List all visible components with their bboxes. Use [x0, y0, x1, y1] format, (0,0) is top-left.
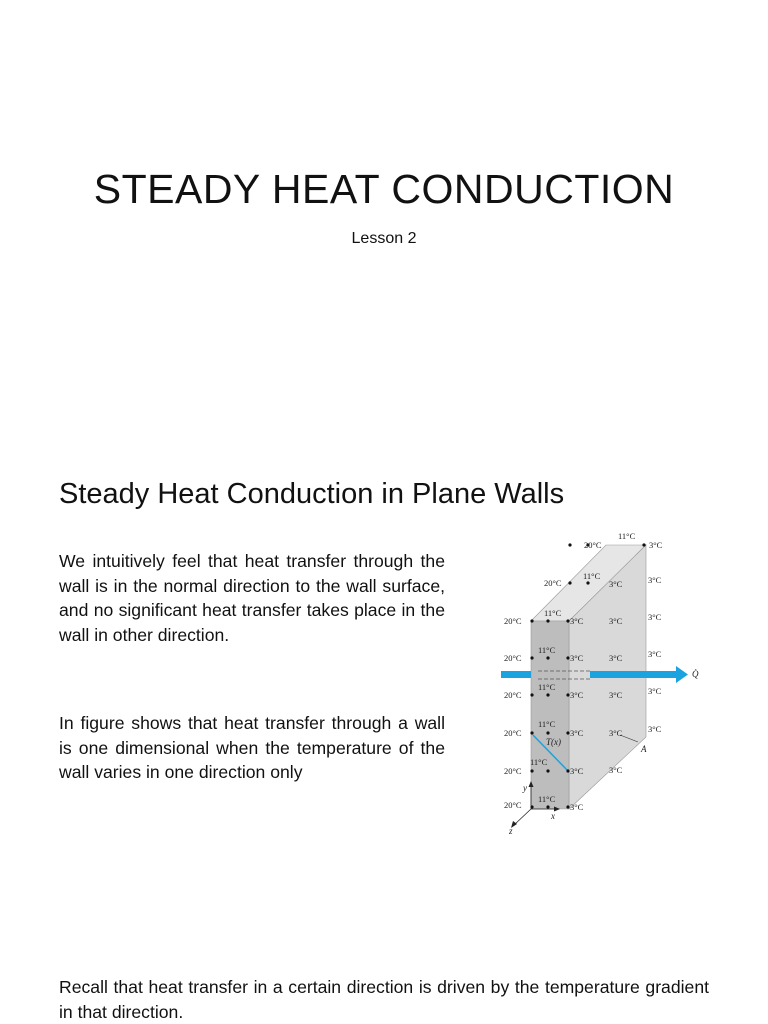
slide-title: STEADY HEAT CONDUCTION — [93, 166, 675, 212]
label-3c: 3°C — [609, 653, 623, 663]
label-3c: 3°C — [648, 724, 662, 734]
label-11c: 11°C — [538, 794, 556, 804]
label-3c: 3°C — [648, 649, 662, 659]
label-3c: 3°C — [570, 802, 584, 812]
label-3c: 3°C — [570, 653, 584, 663]
label-3c: 3°C — [570, 690, 584, 700]
axis-z-label: z — [509, 826, 513, 836]
label-3c: 3°C — [648, 686, 662, 696]
section-heading: Steady Heat Conduction in Plane Walls — [59, 478, 565, 510]
label-3c: 3°C — [609, 728, 623, 738]
label-3c: 3°C — [648, 575, 662, 585]
label-3c: 3°C — [570, 766, 584, 776]
label-20c: 20°C — [504, 690, 522, 700]
label-11c: 11°C — [538, 682, 556, 692]
label-20c: 20°C — [504, 766, 522, 776]
label-3c: 3°C — [570, 728, 584, 738]
paragraph-temperature-gradient: Recall that heat transfer in a certain direction is driven by the temperature gradient in that direction. — [59, 977, 709, 1022]
axis-x-label: x — [551, 811, 555, 821]
label-20c: 20°C — [504, 728, 522, 738]
label-3c: 3°C — [648, 612, 662, 622]
plane-wall-figure — [498, 527, 708, 837]
temp-profile-label: T(x) — [546, 737, 561, 747]
slide-subtitle: Lesson 2 — [351, 230, 417, 247]
label-20c: 20°C — [504, 653, 522, 663]
paragraph-one-dimensional: In figure shows that heat transfer through a wall is one dimensional when the temperature of the wall varies in one direction only — [59, 713, 445, 782]
label-20c: 20°C — [504, 616, 522, 626]
label-20c: 20°C — [584, 540, 602, 550]
label-3c: 3°C — [570, 616, 584, 626]
label-3c: 3°C — [609, 579, 623, 589]
label-3c: 3°C — [609, 616, 623, 626]
axis-y-label: y — [523, 783, 527, 793]
label-11c: 11°C — [544, 608, 562, 618]
label-20c: 20°C — [504, 800, 522, 810]
label-20c: 20°C — [544, 578, 562, 588]
heat-rate-label: Q̇ — [692, 669, 699, 679]
label-3c: 3°C — [649, 540, 663, 550]
label-11c: 11°C — [583, 571, 601, 581]
label-3c: 3°C — [609, 765, 623, 775]
label-3c: 3°C — [609, 690, 623, 700]
label-11c: 11°C — [538, 645, 556, 655]
label-11c: 11°C — [538, 719, 556, 729]
paragraph-heat-direction: We intuitively feel that heat transfer through the wall is in the normal direction to the wall surface, and no significant heat transfer takes place in the wall in other direction. — [59, 551, 445, 645]
area-label: A — [641, 744, 647, 754]
label-11c: 11°C — [530, 757, 548, 767]
label-11c: 11°C — [618, 531, 636, 541]
